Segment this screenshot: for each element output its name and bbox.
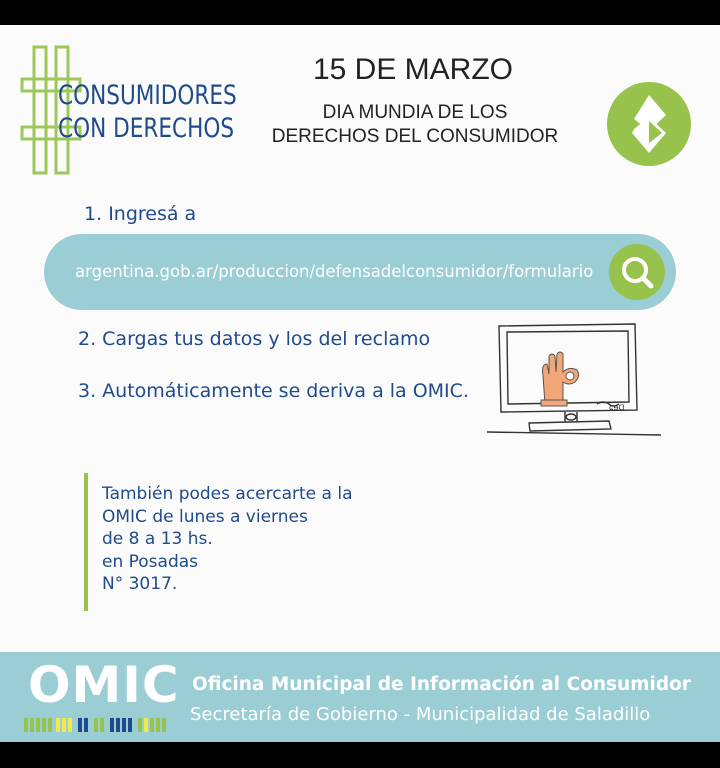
svg-text:ɕɘᗡ: ɕɘᗡ [609, 403, 625, 412]
step-3: 3. Automáticamente se deriva a la OMIC. [78, 380, 469, 402]
url-link[interactable]: argentina.gob.ar/produccion/defensadelconsumidor/formulario [75, 262, 594, 281]
subtitle-line-1: DIA MUNDIA DE LOS [322, 102, 508, 123]
info-line: en Posadas [102, 551, 199, 572]
footer-subtitle: Secretaría de Gobierno - Municipalidad de Saladillo [190, 704, 651, 725]
monitor-ok-hand-icon [485, 320, 670, 440]
info-text [102, 483, 352, 596]
info-accent-bar [84, 473, 88, 611]
poster [0, 25, 720, 742]
date-title: 15 DE MARZO [312, 53, 514, 86]
info-line: OMIC de lunes a viernes [102, 506, 308, 527]
info-line: N° 3017. [102, 574, 178, 594]
info-line: de 8 a 13 hs. [102, 529, 213, 549]
url-search-bar[interactable] [44, 234, 676, 310]
subtitle [240, 101, 590, 149]
step-1-text: Ingresá a [108, 203, 197, 225]
omic-logo: OMIC [28, 656, 180, 714]
color-bars-icon [24, 718, 174, 732]
subtitle-line-2: DERECHOS DEL CONSUMIDOR [271, 126, 559, 147]
diamond-logo-icon [606, 81, 692, 167]
hashtag-line-2: CON DERECHOS [58, 113, 235, 144]
step-1-number: 1. [84, 203, 103, 225]
info-line: También podes acercarte a la [102, 484, 353, 504]
footer [0, 652, 720, 742]
step-1 [84, 203, 196, 225]
search-button[interactable] [609, 244, 665, 300]
hashtag-line-1: CONSUMIDORES [58, 80, 237, 111]
footer-title: Oficina Municipal de Información al Consumidor [192, 674, 691, 695]
step-2: 2. Cargas tus datos y los del reclamo [78, 328, 431, 350]
search-icon [609, 244, 665, 300]
